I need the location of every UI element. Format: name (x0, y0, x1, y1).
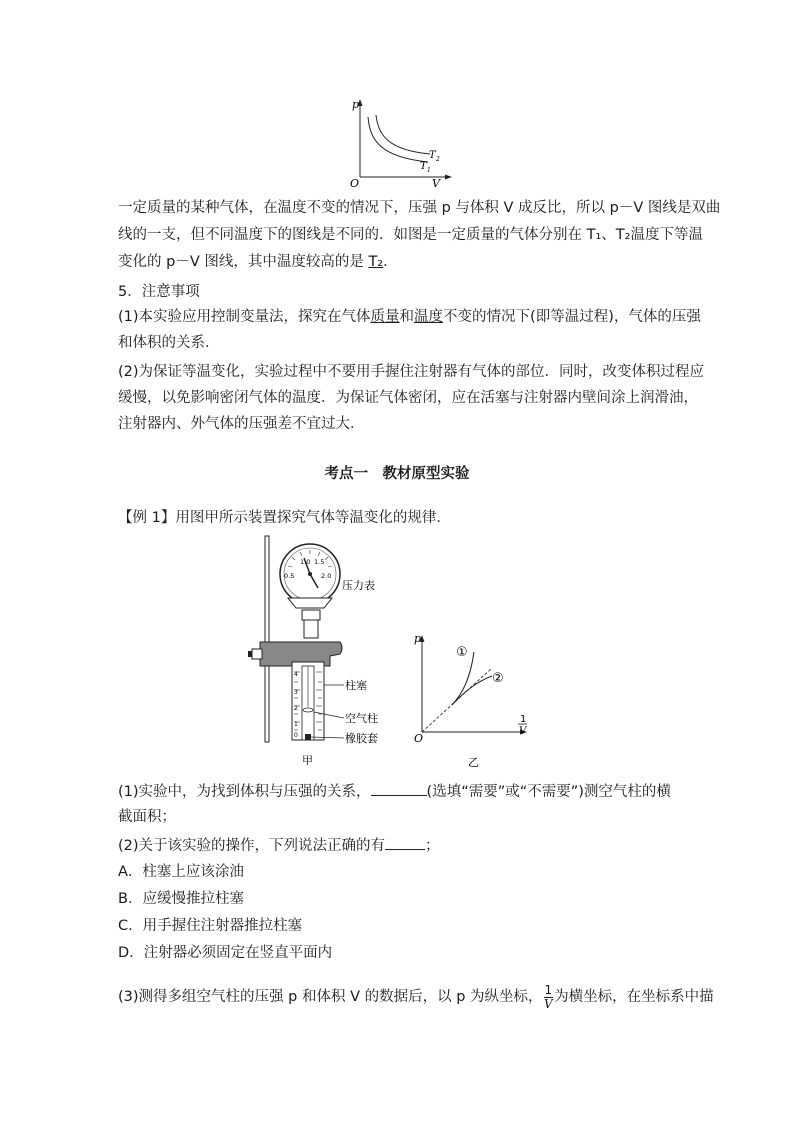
figure-yi-caption: 乙 (468, 756, 479, 769)
example-line (118, 508, 678, 528)
example-text: 用图甲所示装置探究气体等温变化的规律． (175, 510, 451, 526)
figure-jia-caption: 甲 (302, 754, 313, 767)
t2-subscript: 2 (436, 156, 440, 163)
note2-line1: (2)为保证等温变化，实验过程中不要用手握住注射器有气体的部位．同时，改变体积过程应 (118, 364, 705, 380)
q3-text-b: 为横坐标，在坐标系中描 (554, 989, 714, 1005)
para1-line3-text: 变化的 p－V 图线，其中温度较高的是 (118, 254, 369, 270)
dial-label-2: 1.5 (314, 558, 325, 566)
air-column-label: 空气柱 (345, 712, 378, 725)
apparatus-figure (248, 532, 398, 772)
scale-3: 3 (294, 689, 298, 696)
example-tag: 【例 1】 (118, 510, 176, 526)
note1-text-c: 和 (399, 309, 415, 325)
p-axis-label-yi: p (414, 632, 422, 645)
isotherm-t1-curve (368, 117, 428, 162)
dial-label-1: 1.0 (300, 558, 311, 566)
q2-line (118, 835, 678, 856)
isotherm-t2-curve (376, 115, 430, 154)
note1-line2: 和体积的关系． (118, 335, 220, 351)
note2-line2: 缓慢，以免影响密闭气体的温度．为保证气体密闭，应在活塞与注射器内壁间涂上润滑油， (118, 390, 698, 406)
t1-label: T (420, 161, 427, 172)
para1-line1: 一定质量的某种气体，在温度不变的情况下，压强 p 与体积 V 成反比，所以 p－V 图线是双曲 (118, 200, 721, 216)
option-b: B．应缓慢推拉柱塞 (118, 891, 244, 907)
rubber-cap-label: 橡胶套 (345, 732, 378, 745)
pv-isotherm-graph (340, 95, 460, 190)
q1-line2: 截面积； (118, 809, 176, 825)
option-c: C．用手握住注射器推拉柱塞 (118, 918, 303, 934)
p-axis-label: p (352, 98, 360, 111)
note1-text-a: (1)本实验应用控制变量法，探究在气体 (118, 309, 371, 325)
t1-subscript: 1 (427, 167, 431, 174)
gauge-label: 压力表 (342, 579, 375, 592)
option-d: D．注射器必须固定在竖直平面内 (118, 945, 333, 961)
q2-blank[interactable] (385, 835, 425, 850)
section5-title: 5．注意事项 (118, 284, 200, 300)
q3-fraction-den: V (544, 996, 553, 1011)
q2-text-a: (2)关于该实验的操作，下列说法正确的有 (118, 838, 386, 854)
q1-text-a: (1)实验中，为找到体积与压强的关系， (118, 784, 371, 800)
q3-fraction (544, 984, 554, 1011)
dial-label-4: 2.0 (321, 572, 332, 580)
para1-line3 (118, 252, 678, 272)
note1-temperature: 温度 (414, 309, 444, 325)
q1-text-b: (选填“需要”或“不需要”)测空气柱的横 (426, 784, 671, 800)
higher-temp-answer: T₂ (368, 254, 384, 270)
origin-label-yi: O (414, 732, 424, 745)
dial-label-3: 0.5 (284, 572, 295, 580)
para1-line2: 线的一支，但不同温度下的图线是不同的．如图是一定质量的气体分别在 T₁、T₂温度下等温 (118, 227, 703, 243)
note2-line3: 注射器内、外气体的压强差不宜过大． (118, 416, 365, 432)
v-axis-label: V (432, 177, 440, 190)
curve-2-label: ② (492, 671, 504, 686)
note1-text-e: 不变的情况下(即等温过程)，气体的压强 (443, 309, 701, 325)
rubber-cap (305, 734, 311, 740)
curve-1-label: ① (456, 645, 468, 660)
section-heading: 考点一 教材原型实验 (324, 466, 470, 482)
x-axis-denominator: V (519, 726, 527, 737)
scale-4: 4 (294, 671, 298, 678)
q2-text-b: ； (425, 838, 440, 854)
q3-text-a: (3)测得多组空气柱的压强 p 和体积 V 的数据后，以 p 为纵坐标， (118, 989, 543, 1005)
p-inverse-v-graph (400, 630, 540, 770)
curve-2 (452, 676, 492, 705)
q1-blank[interactable] (371, 781, 427, 796)
para1-line3-end: ． (383, 254, 398, 270)
q3-line (118, 980, 714, 1014)
scale-2: 2 (294, 705, 298, 712)
t2-label: T (429, 150, 436, 161)
x-axis-numerator: 1 (520, 714, 527, 725)
scale-0: 0 (294, 732, 298, 739)
q3-fraction-num: 1 (544, 982, 553, 997)
q1-line1 (118, 781, 678, 802)
scale-1: 1 (294, 721, 298, 728)
note1-line1 (118, 307, 701, 327)
note1-mass: 质量 (370, 309, 400, 325)
origin-label: O (350, 177, 360, 190)
piston-label: 柱塞 (345, 679, 367, 692)
option-a: A．柱塞上应该涂油 (118, 864, 244, 880)
